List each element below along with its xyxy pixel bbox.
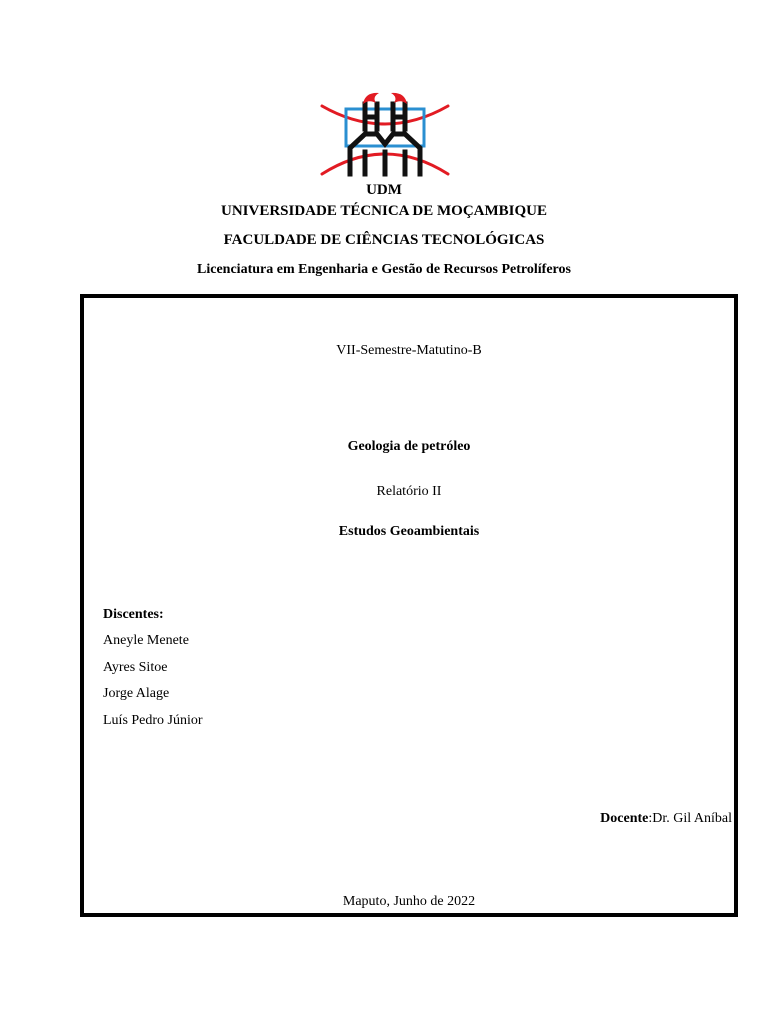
- teacher-label: Docente: [600, 811, 649, 826]
- report-number: Relatório II: [376, 484, 442, 499]
- student-name: Jorge Alage: [103, 686, 170, 701]
- udm-logo-icon: [316, 90, 454, 182]
- subject-title: Geologia de petróleo: [347, 439, 471, 454]
- report-topic: Estudos Geoambientais: [338, 524, 480, 539]
- cover-frame: [80, 294, 738, 917]
- students-heading: Discentes:: [103, 607, 164, 622]
- place-date: Maputo, Junho de 2022: [342, 894, 476, 909]
- student-name: Ayres Sitoe: [103, 659, 168, 675]
- student-name: Luís Pedro Júnior: [103, 712, 203, 728]
- teacher-line: [600, 810, 732, 828]
- student-name: Aneyle Menete: [103, 633, 189, 648]
- teacher-name: :Dr. Gil Aníbal: [648, 811, 732, 826]
- students-list: [103, 632, 203, 738]
- degree-program: Licenciatura em Engenharia e Gestão de Recursos Petrolíferos: [197, 262, 571, 277]
- faculty-name: FACULDADE DE CIÊNCIAS TECNOLÓGICAS: [223, 232, 545, 248]
- university-acronym: UDM: [366, 182, 402, 198]
- semester-label: VII-Semestre-Matutino-B: [336, 343, 482, 358]
- university-name: UNIVERSIDADE TÉCNICA DE MOÇAMBIQUE: [220, 203, 547, 219]
